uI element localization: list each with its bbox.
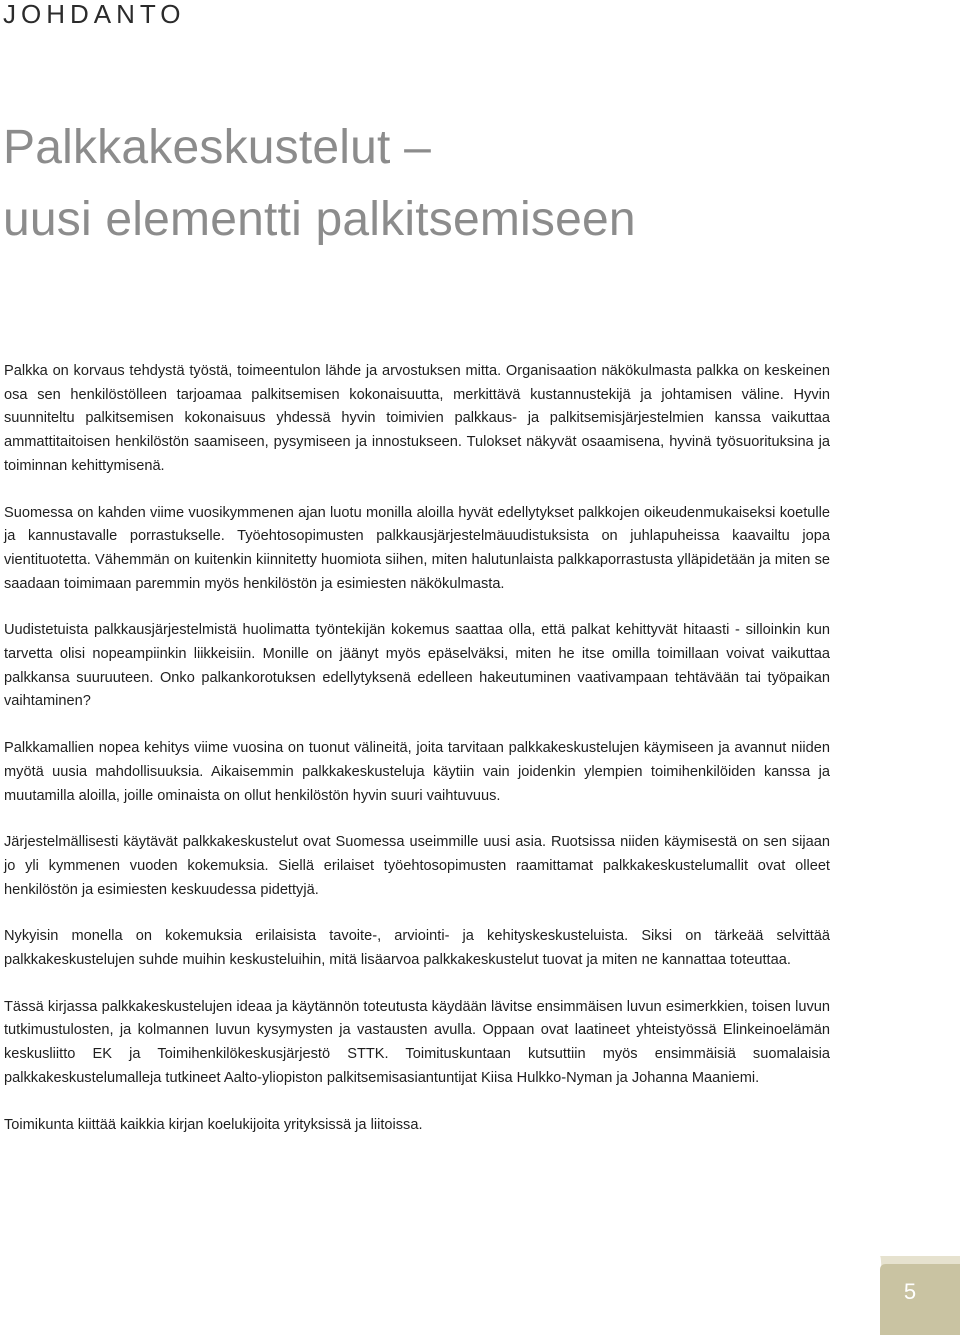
section-label: JOHDANTO <box>3 0 186 29</box>
page-number-tab <box>868 1256 960 1335</box>
paragraph: Palkkamallien nopea kehitys viime vuosina on tuonut välineitä, joita tarvitaan palkkakeskustelujen käymiseen ja avannut niiden myötä uusia mahdollisuuksia. Aikaisemmin palkkakeskusteluja käytiin vain joidenkin ylempien toimihenkilöiden kanssa ja muutamilla aloilla, joille ominaista on ollut henkilöstön hyvin suuri vaihtuvuus. <box>4 740 830 804</box>
paragraph: Palkka on korvaus tehdystä työstä, toimeentulon lähde ja arvostuksen mitta. Organisaation näkökulmasta palkka on keskeinen osa sen henkilöstölleen tarjoamaa palkitsemisen kokonaisuutta, merkittävä kustannustekijä ja johtamisen väline. Hyvin suunniteltu palkitsemisen kokonaisuus yhdessä hyvin toimivien palkkaus- ja palkitsemisjärjestelmien kanssa vaikuttaa ammattitaitoisen henkilöstön saamiseen, pysymiseen ja innostukseen. Tulokset näkyvät osaamisena, hyvinä työsuorituksina ja toiminnan kehittymisenä. <box>4 363 830 474</box>
title-line-1: Palkkakeskustelut – <box>3 121 432 174</box>
page-title <box>3 112 636 256</box>
paragraph: Nykyisin monella on kokemuksia erilaisista tavoite-, arviointi- ja kehityskeskusteluista. Siksi on tärkeää selvittää palkkakeskustelujen suhde muihin keskusteluihin, mitä lisäarvoa palkkakeskustelut tuovat ja miten ne kannattaa toteuttaa. <box>4 928 830 969</box>
paragraph: Suomessa on kahden viime vuosikymmenen ajan luotu monilla aloilla hyvät edellytykset palkkojen oikeudenmukaiseksi koetulle ja kannustavalle porrastukselle. Työehtosopimusten palkkausjärjestelmäuudistuksista on juhlapuheissa kaavailtu jopa vientituotetta. Vähemmän on kuitenkin kiinnitetty huomiota siihen, miten halutunlaista palkkaporrastusta ylläpidetään ja miten se saadaan toimimaan paremmin myös henkilöstön ja esimiesten näkökulmasta. <box>4 504 830 592</box>
paragraph: Järjestelmällisesti käytävät palkkakeskustelut ovat Suomessa useimmille uusi asia. Ruotsissa niiden käymisestä on sen sijaan jo yli kymmenen vuoden kokemuksia. Siellä erilaiset työehtosopimusten raamittamat palkkakeskustelumallit ovat olleet henkilöstön ja esimiesten keskuudessa pidettyjä. <box>4 834 830 898</box>
paragraph: Toimikunta kiittää kaikkia kirjan koelukijoita yrityksissä ja liitoissa. <box>4 1116 423 1133</box>
paragraph: Uudistetuista palkkausjärjestelmistä huolimatta työntekijän kokemus saattaa olla, että palkat kehittyvät hitaasti - silloinkin kun tarvetta olisi nopeampiinkin liikkeisiin. Monille on jäänyt myös epäselväksi, miten he itse omilla toimillaan voivat vaikuttaa palkkansa suuruuteen. Onko palkankorotuksen edellytyksenä edelleen hakeutuminen vaativampaan tehtävään tai työpaikan vaihtaminen? <box>4 622 830 710</box>
body-text <box>4 360 830 1160</box>
paragraph: Tässä kirjassa palkkakeskustelujen ideaa ja käytännön toteutusta käydään lävitse ensimmäisen luvun esimerkkien, toisen luvun tutkimustulosten, ja kolmannen luvun kysymysten ja vastausten avulla. Oppaan ovat laatineet yhteistyössä Elinkeinoelämän keskusliitto EK ja Toimihenkilökeskusjärjestö STTK. Toimituskuntaan kutsuttiin myös ensimmäisiä suomalaisia palkkakeskustelumalleja tutkineet Aalto-yliopiston palkitsemisasiantuntijat Kiisa Hulkko-Nyman ja Johanna Maaniemi. <box>4 998 830 1086</box>
title-line-2: uusi elementti palkitsemiseen <box>3 193 636 246</box>
page-number: 5 <box>903 1279 917 1304</box>
